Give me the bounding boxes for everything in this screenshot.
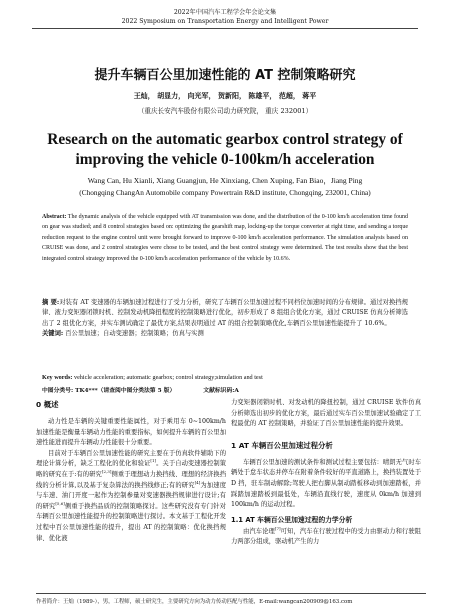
paper-title-zh: 提升车辆百公里加速性能的 AT 控制策略研究: [94, 68, 356, 83]
affiliation-en: (Chongqing ChangAn Automobile company Powertrain R&D institute, Chongqing, 232001, China): [79, 188, 371, 197]
keywords-en-text: vehicle acceleration; automatic gearbox; control strategy;simulation and test: [72, 374, 263, 381]
paragraph-test-conditions: 车辆百公里加速的测试条件和测试过程主要包括：晴朗无气时车辆处于怠车状态并停车在附着条件较好的平直道路上，换挡装置处于 D 挡，驻车制动解除;驾驶人把右脚从制动踏板移动到加速踏板，并踩踏加速踏板到最低处，车辆沿直线行驶，速度从 0km/h 加速到 100km/h 的运动过程。: [231, 458, 421, 509]
classification-line: [42, 385, 422, 394]
body-column-right: [231, 398, 421, 548]
keywords-en-label: Key words:: [42, 374, 73, 381]
abstract-en-text: The dynamic analysis of the vehicle equipped with AT transmission was done, and the distribution of the 0-100 km/h acceleration time found on gear was studied; and 8 control strategies based on: optimizing the gearshift map, locking-up the torque converter at right time, and sending a torque reduction request to the engine control unit were brought forward to improve 0-100 km/h acceleration performance. The simulation analysis based on CRUISE was done, and 2 control strategies were chose to be tested, and the best control strategy were determined. The test results show that the best integrated control strategy improved the 0-100 km/h acceleration performance of the vehicle by 10.6%.: [42, 214, 408, 262]
running-header: [0, 8, 450, 26]
abstract-zh-text: 对装有 AT 变速器的车辆加速过程进行了受力分析，研究了车辆百公里加速过程不同档位加速时间的分布规律。通过对换挡规律、液力变矩器闭锁时机、控制发动机降扭程度的控制策略进行优化，初步形成了 8 组组合优化方案，通过 CRUISE 仿真分析筛选出了 2 组优化方案，并实车测试确定了最优方案,结果表明通过 AT 的组合控制策略优化,车辆百公里加速性能提升了 10.6%。: [42, 299, 408, 327]
citation: [4]: [194, 479, 201, 485]
conference-title-zh: 2022年中国汽车工程学会年会论文集: [173, 9, 277, 16]
section-0-heading: 0 概述: [36, 400, 59, 409]
header-rule: [32, 28, 418, 29]
footnote-rule: [36, 593, 426, 594]
paragraph-overview-1: 动力性是车辆的关键重要性能属性，对于乘用车 0~100km/h 加速性能是衡量车辆动力性能的重要指标，如何提升车辆的百公里加速性能进而提升车辆动力性能很十分重要。: [36, 418, 226, 447]
conference-title-en: 2022 Symposium on Transportation Energy and Intelligent Power: [121, 18, 329, 25]
affiliation-zh: （重庆长安汽车股份有限公司动力研究院， 重庆 232001）: [137, 107, 313, 115]
paragraph-overview-2: 目前对于车辆百公里加速性能的研究主要在于仿真软件辅助下的理论计算分析，缺乏工程化的优化和验证[1]。关于自动变速器控制策略的研究在于:有的研究[2,3]侧重于理想动力换挡线、理想的经济换挡线的分析计算,以及基于复杂算法的换挡线修正;有的研究[4]为加速度与车速、油门开度一起作为控制参量对变速器换挡规律进行设计;有的研究[5,6]侧重于换挡品质的控制策略探讨。这些研究没有专门针对车辆百公里加速性能提升的控制策略进行探讨。本文基于工程化开发过程中百公里加速性能的提升，提出 AT 的控制策略：优化换挡规律、优化液: [36, 449, 227, 542]
keywords-en: [42, 374, 432, 381]
abstract-en: [42, 212, 408, 264]
abstract-zh: [42, 298, 408, 340]
citation: [7]: [274, 525, 281, 531]
doc-code-label: 文献标识码:: [203, 388, 235, 394]
citation: [2,3]: [101, 468, 112, 474]
keywords-zh-text: 百公里加速；自动变速器；控制策略；仿真与实测: [65, 330, 204, 338]
clc-label: 中图分类号:: [42, 388, 74, 394]
doc-code-value: A: [234, 388, 239, 394]
abstract-en-label: Abstract:: [42, 214, 67, 220]
authors-en: Wang Can, Hu Xianli, Xiang Guangjun, He Xinxiang, Chen Xuping, Fan Biao，Jiang Ping: [87, 176, 363, 185]
citation: [5,6]: [55, 500, 65, 506]
author-footnote: 作者简介：王灿（1989-），男，工程师，硕士研究生，主要研究方向为动力传动匹配与性能，E-mail:wangcan200909@163.com: [36, 599, 353, 605]
citation: [1]: [150, 458, 157, 464]
paragraph-force-analysis: 由汽车论理[7]可知，汽车在行驶过程中的受力由驱动力和行驶阻力两部分组成，驱动机产生的力: [231, 525, 422, 546]
section-1-heading: 1 AT 车辆百公里加速过程分析: [231, 440, 333, 450]
section-1-1-heading: 1.1 AT 车辆百公里加速过程的力学分析: [231, 515, 353, 524]
body-column-left: [36, 398, 226, 544]
keywords-zh-label: 关键词:: [42, 330, 64, 338]
paragraph-overview-3: 力变矩器闭锁时机、对发动机的降扭控制，通过 CRUISE 软件仿真分析筛选出初步的优化方案，最后通过实车百公里加速试验确定了工程最优的 AT 控制策略，并验证了百公里加速性能的提升效果。: [231, 399, 421, 428]
paper-title-en: Research on the automatic gearbox control strategy of improving the vehicle 0-100km/h acceleration: [47, 131, 403, 168]
clc-value: TK4***（请查阅中图分类法第 5 版）: [75, 388, 176, 394]
authors-zh: 王灿， 胡显力， 向光军， 贺新阳， 陈雄平， 范超， 蒋平: [133, 91, 317, 100]
abstract-zh-label: 摘 要:: [42, 299, 60, 306]
